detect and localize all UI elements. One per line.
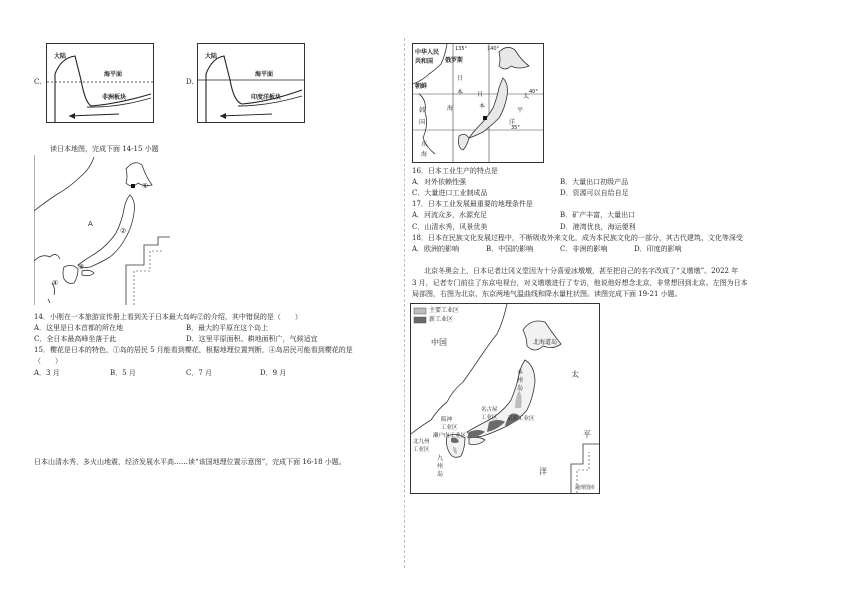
map2-lon-135: 135° [455, 46, 468, 52]
map3-kyushu-1: 九 [437, 455, 444, 462]
map2-china-2: 共和国 [415, 58, 434, 65]
option-d-letter: D. [186, 78, 194, 86]
q17-option-c: C．山清水秀，风景优美 [412, 223, 488, 231]
map3-honshu-2: 州 [517, 377, 524, 384]
q14-option-c: C．全日本最高峰坐落于此 [34, 335, 117, 343]
map3-kitakyushu-2: 工业区 [413, 447, 430, 453]
map3-pacific-1: 太 [571, 370, 579, 379]
q17-stem: 17．日本工业发展最重要的地理条件是 [412, 200, 533, 208]
diagram-c-plate-label: 非洲板块 [102, 94, 127, 101]
map2-korea: 朝鲜 [415, 83, 428, 90]
q16-option-b: B．大量出口初级产品 [560, 178, 629, 186]
map3-pacific-2: 平 [583, 430, 591, 439]
intro-14-15: 读日本地图，完成下面 14-15 小题 [50, 145, 159, 153]
map1-label-1: ① [142, 182, 149, 190]
q16-option-c: C．大量进口工业制成品 [412, 189, 488, 197]
map3-hokkaido: 北海道岛 [533, 339, 558, 346]
map3-nagoya-1: 名古屋 [481, 407, 498, 413]
map3-honshu-3: 岛 [517, 385, 524, 392]
passage-line-2: 3 月，记者专门前往了东京电视台，对义墩墩进行了专访，他说他好想念北京，非常想回到北京。左图为日本 [412, 279, 748, 287]
q16-stem: 16．日本工业生产的特点是 [412, 167, 498, 175]
map3-kyushu-2: 州 [437, 463, 444, 470]
intro-16-18: 日本山清水秀，多火山地震，经济发展水平高……读“该国地理位置示意图”，完成下面 16-18 小题。 [34, 458, 346, 466]
q16-option-a: A．对外依赖性强 [412, 178, 467, 186]
q16-option-d: D．资源可以自给自足 [560, 189, 629, 197]
passage-line-3: 局部图，右图为北京、东京两地气温曲线和降水量柱状图。读图完成下面 19-21 小题。 [412, 290, 682, 298]
map2-pacific-1: 太 [523, 93, 530, 100]
map2-east-2: 海 [421, 151, 428, 158]
q15-option-a: A．3 月 [34, 369, 60, 377]
q15-option-d: D．9 月 [260, 369, 287, 377]
map3-china: 中国 [431, 338, 447, 347]
legend-new-industrial: 新工业区 [429, 316, 454, 323]
q15-paren: （ ） [34, 357, 62, 365]
map2-east-1: 东 [421, 141, 428, 148]
map1-label-3: ③ [78, 263, 85, 271]
legend-main-industrial: 主要工业区 [429, 307, 460, 314]
diagram-d-plate-label: 印度洋板块 [251, 94, 282, 101]
map2-pacific-2: 平 [517, 107, 524, 114]
q14-option-b: B．最大的平原在这个岛上 [186, 324, 269, 332]
q15-option-c: C．7 月 [186, 369, 213, 377]
option-c-letter: C. [34, 78, 42, 86]
q14-option-a: A．这里是日本首都的所在地 [34, 324, 124, 332]
q18-option-a: A．欧洲的影响 [412, 245, 460, 253]
map2-korea-han: 韩 [419, 107, 426, 114]
map2-lat-40: 40° [529, 89, 538, 95]
q18-option-b: B．中国的影响 [486, 245, 534, 253]
q17-option-a: A．河流众多，水源充足 [412, 211, 488, 219]
map2-russia: 俄罗斯 [445, 57, 464, 64]
q18-stem: 18．日本在民族文化发展过程中，不断吸收外来文化，成为本民族文化的一部分，其古代建筑、文化等深受 [412, 234, 743, 242]
q15-option-b: B．5 月 [110, 369, 136, 377]
map2-sea-3: 海 [447, 105, 454, 112]
map1-label-2: ② [120, 227, 127, 235]
map2-sea-2: 本 [457, 89, 464, 96]
map3-kitakyushu-1: 北九州 [413, 439, 430, 445]
diagram-c-continent-label: 大陆 [54, 53, 67, 60]
map2-lat-35: 35° [511, 125, 520, 131]
q17-option-d: D．港湾优良，海运便利 [560, 223, 636, 231]
map3-setouchi: 濑户内工业区 [433, 433, 467, 439]
map2-sea-1: 日 [457, 75, 464, 82]
map2-lon-140: 140° [487, 46, 500, 52]
map3-source-tag: 地理图库 [575, 485, 596, 491]
map2-china-1: 中华人民 [415, 49, 440, 56]
map3-nagoya-2: 工业区 [481, 415, 498, 421]
page-divider [404, 38, 405, 568]
japan-map-1 [34, 155, 170, 305]
q14-option-d: D．这里平原面积、耕地面积广，气候适宜 [186, 335, 318, 343]
map3-honshu-1: 本 [517, 369, 524, 376]
diagram-c-sealevel-label: 海平面 [104, 71, 123, 78]
passage-line-1: 北京冬奥会上，日本记者辻冈义堂因为十分喜爱冰墩墩，甚至把自己的名字改成了“义墩墩”。2022 年 [424, 267, 739, 275]
diagram-d-continent-label: 大陆 [205, 53, 218, 60]
diagram-d-sealevel-label: 海平面 [255, 71, 274, 78]
japan-location-map [412, 43, 544, 163]
map2-korea-guo: 国 [419, 119, 426, 126]
q15-stem: 15．樱花是日本的特色，①岛的居民 5 月能看到樱花，根据地理位置判断，④岛居民可能看到樱花的是 [34, 346, 353, 354]
map3-keihin: 京滨工业区 [507, 416, 535, 422]
map3-kyushu-3: 岛 [437, 471, 444, 478]
map3-hanshin-2: 工业区 [441, 425, 458, 431]
q18-option-c: C．非洲的影响 [560, 245, 608, 253]
map2-pacific-3: 洋 [509, 119, 516, 126]
q18-option-d: D．印度的影响 [634, 245, 682, 253]
japan-industry-map [410, 303, 600, 494]
q14-stem: 14．小刚在一本旅游宣传册上看到关于日本最大岛屿②的介绍，其中错误的是（ ） [34, 313, 302, 321]
map1-label-a: A [88, 220, 93, 228]
map3-pacific-3: 洋 [539, 467, 547, 476]
map2-japan-1: 日 [477, 91, 484, 98]
map2-japan-2: 本 [479, 103, 486, 110]
map3-hanshin-1: 阪神 [441, 417, 453, 423]
map1-label-4: ④ [52, 279, 59, 287]
q17-option-b: B．矿产丰富，大量出口 [560, 211, 636, 219]
